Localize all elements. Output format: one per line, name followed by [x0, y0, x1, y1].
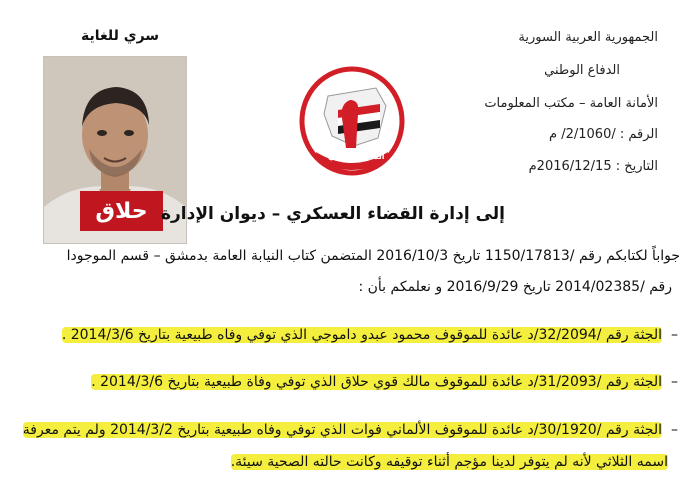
intro-line-1: جواباً لكتابكم رقم /1150/17813 تاريخ 2016/10/3 المتضمن كتاب النيابة العامة بدمشق – قسم الموجودا [66, 248, 680, 264]
bullet-dash: – [671, 374, 678, 390]
ndf-logo [298, 66, 406, 176]
header-office: الأمانة العامة – مكتب المعلومات [484, 96, 658, 111]
list-item-3 [23, 422, 662, 438]
bullet-dash: – [671, 422, 678, 438]
list-item-2 [91, 374, 662, 390]
list-item-1 [62, 327, 662, 343]
addressee-heading: إلى إدارة القضاء العسكري – ديوان الإدارة [160, 204, 505, 224]
classification-label: سري للغاية [81, 28, 160, 44]
header-number: الرقم : /2/1060/ م [549, 127, 658, 142]
logo-text: الدفاع الوطني [328, 152, 385, 161]
bullet-dash: – [671, 327, 678, 343]
highlight-item-1: الجثة رقم /32/2094/د عائدة للموقوف محمود عبدو داموجي الذي توفي وفاه طبيعية بتاريخ 2014/3/6 . [61, 327, 662, 343]
highlight-item-3: الجثة رقم /30/1920/د عائدة للموقوف الألماني فوات الذي توفي وفاه طبيعية بتاريخ 2014/3/2 ولم يتم معرفة [22, 422, 662, 438]
intro-line-2: رقم /2014/02385 تاريخ 2016/9/29 و نعلمكم بأن : [358, 279, 672, 295]
header-date: التاريخ : 2016/12/15م [528, 159, 658, 174]
photo-name-tag: حلاق [80, 191, 163, 231]
highlight-item-3-continuation: اسمه الثلاثي لأنه لم يتوفر لدينا مؤجم أثناء توقيفه وكانت حالته الصحية سيئة. [230, 454, 668, 470]
list-item-3-continuation [231, 454, 668, 470]
header-ministry: الدفاع الوطني [544, 63, 620, 78]
header-republic: الجمهورية العربية السورية [518, 30, 658, 45]
highlight-item-2: الجثة رقم /31/2093/د عائدة للموقوف مالك قوي حلاق الذي توفي وفاة طبيعية بتاريخ 2014/3/6 . [91, 374, 662, 390]
